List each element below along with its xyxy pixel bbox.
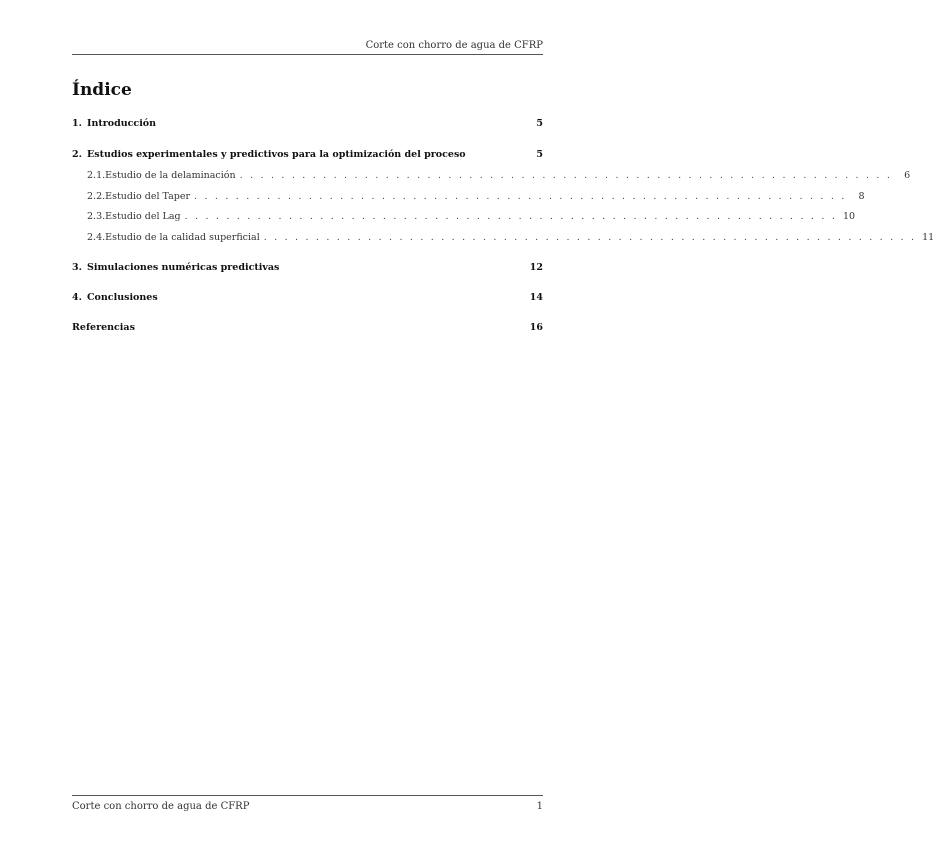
toc-entry-estudios[interactable] <box>72 149 543 161</box>
dot-leader: . . . . . . . . . . . . . . . . . . . . . . . . . . . . . . . . . . . . . . . . . . . . . . . . . . . . . . . . . . . . . . . <box>184 211 838 222</box>
footer-title: Corte con chorro de agua de CFRP <box>72 801 250 812</box>
toc-entry-label: Conclusiones <box>87 292 158 303</box>
toc-entry-page: 16 <box>529 322 543 333</box>
toc-entry-page: 12 <box>529 262 543 273</box>
toc-entry-page: 8 <box>858 191 865 202</box>
toc-entry-label: Estudio de la calidad superficial <box>105 232 260 243</box>
toc-entry-number: 2. <box>72 149 82 160</box>
toc-entry-number: 1. <box>72 118 82 129</box>
toc-entry-number: 4. <box>72 292 82 303</box>
toc-entry-delaminacion[interactable] <box>87 170 911 182</box>
toc-entry-label: Simulaciones numéricas predictivas <box>87 262 280 273</box>
page-number: 1 <box>536 801 543 812</box>
toc-entry-label: Estudios experimentales y predictivos para la optimización del proceso <box>87 149 466 160</box>
toc-entry-number: 3. <box>72 262 82 273</box>
toc-entry-page: 5 <box>536 149 543 160</box>
toc-entry-label: Estudio del Taper <box>105 191 191 202</box>
dot-leader: . . . . . . . . . . . . . . . . . . . . . . . . . . . . . . . . . . . . . . . . . . . . . . . . . . . . . . . . . . . . . . . <box>239 170 893 181</box>
toc-entry-page: 6 <box>904 170 911 181</box>
running-footer <box>72 795 543 812</box>
running-header: Corte con chorro de agua de CFRP <box>72 40 543 55</box>
toc-entry-label: Referencias <box>72 322 135 333</box>
toc-entry-taper[interactable] <box>87 191 865 203</box>
toc-entry-number: 2.3. <box>87 211 106 222</box>
toc-title: Índice <box>72 80 132 100</box>
toc-entry-lag[interactable] <box>87 211 856 223</box>
toc-entry-referencias[interactable] <box>72 322 543 334</box>
toc-entry-page: 14 <box>529 292 543 303</box>
toc-entry-introduccion[interactable] <box>72 118 543 130</box>
toc-entry-label: Introducción <box>87 118 157 129</box>
toc-entry-number: 2.2. <box>87 191 106 202</box>
toc-entry-calidad-superficial[interactable] <box>87 232 934 244</box>
dot-leader: . . . . . . . . . . . . . . . . . . . . . . . . . . . . . . . . . . . . . . . . . . . . . . . . . . . . . . . . . . . . . . . <box>263 232 917 243</box>
toc-entry-number: 2.4. <box>87 232 106 243</box>
toc-entry-simulaciones[interactable] <box>72 262 543 274</box>
toc-entry-number: 2.1. <box>87 170 106 181</box>
toc-entry-label: Estudio de la delaminación <box>105 170 236 181</box>
toc-entry-label: Estudio del Lag <box>105 211 181 222</box>
toc-entry-page: 11 <box>922 232 934 243</box>
toc-entry-page: 5 <box>536 118 543 129</box>
dot-leader: . . . . . . . . . . . . . . . . . . . . . . . . . . . . . . . . . . . . . . . . . . . . . . . . . . . . . . . . . . . . . . . <box>194 191 847 202</box>
toc-entry-conclusiones[interactable] <box>72 292 543 304</box>
toc-entry-page: 10 <box>842 211 856 222</box>
